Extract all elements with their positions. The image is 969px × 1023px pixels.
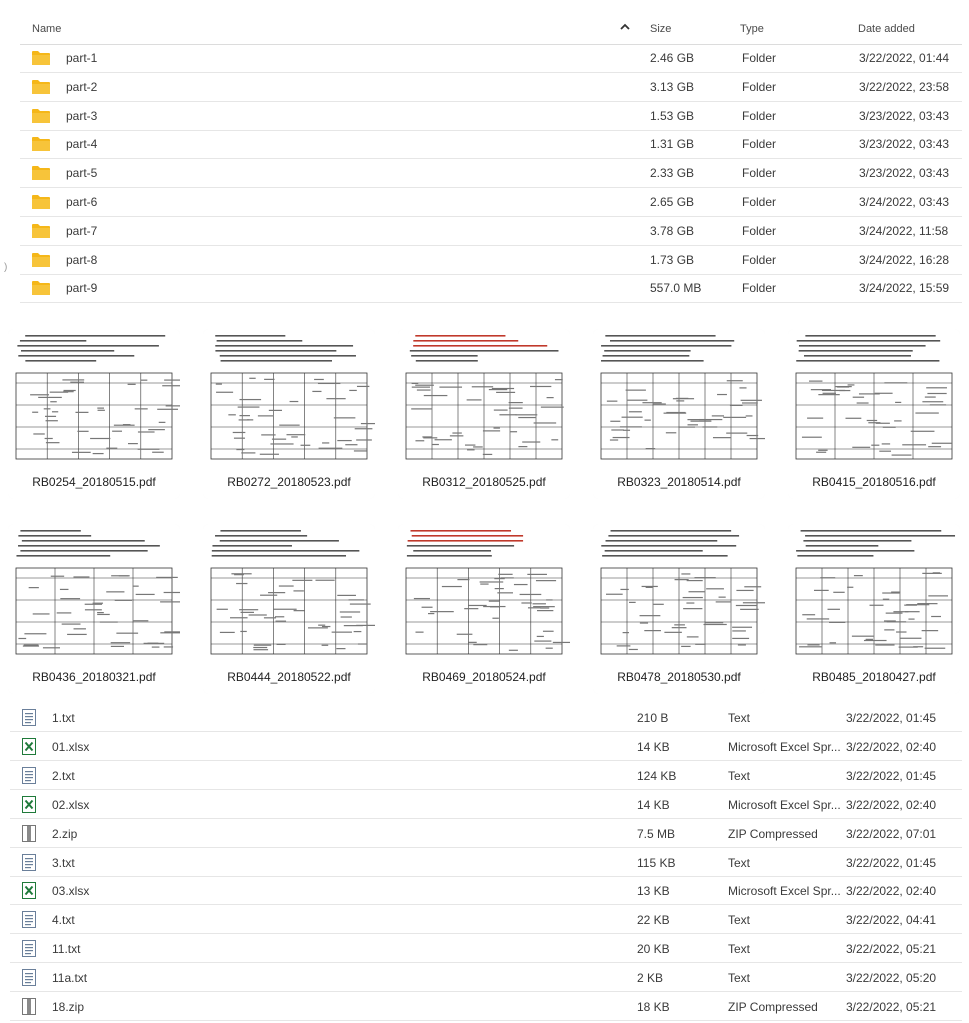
folder-icon: [31, 223, 51, 239]
file-date: 3/22/2022, 02:40: [846, 797, 937, 812]
file-size: 2 KB: [637, 971, 664, 986]
folder-name: part-1: [66, 51, 98, 65]
folder-type: Folder: [742, 281, 777, 296]
file-size: 14 KB: [637, 739, 670, 754]
folder-size: 3.13 GB: [650, 79, 695, 94]
file-type: Text: [728, 942, 751, 957]
pdf-filename: RB0478_20180530.pdf: [599, 666, 759, 688]
folder-name: part-3: [66, 108, 98, 123]
folder-row[interactable]: [20, 159, 962, 188]
folder-size: 557.0 MB: [650, 281, 702, 296]
folder-type: Folder: [742, 166, 777, 181]
file-date: 3/22/2022, 05:21: [846, 1000, 937, 1014]
folder-size: 1.73 GB: [650, 252, 695, 267]
file-size: 20 KB: [637, 942, 670, 957]
file-date: 3/22/2022, 02:40: [846, 884, 937, 899]
folder-name: part-6: [66, 195, 98, 209]
file-name: 11.txt: [52, 942, 81, 957]
text-file-icon: [22, 709, 36, 726]
text-file-icon: [22, 940, 36, 957]
file-size: 13 KB: [637, 884, 670, 899]
file-name: 18.zip: [52, 1000, 85, 1014]
folder-icon: [31, 280, 51, 296]
chevron-up-icon[interactable]: [618, 20, 632, 34]
file-date: 3/22/2022, 05:20: [846, 971, 937, 986]
file-date: 3/22/2022, 04:41: [846, 913, 937, 928]
folder-date: 3/24/2022, 15:59: [859, 281, 950, 296]
folder-type: Folder: [742, 223, 777, 238]
pdf-filename: RB0254_20180515.pdf: [14, 471, 174, 493]
pdf-filename: RB0436_20180321.pdf: [14, 666, 174, 688]
file-name: 02.xlsx: [52, 797, 90, 812]
file-date: 3/22/2022, 02:40: [846, 739, 937, 754]
folder-size: 2.33 GB: [650, 166, 695, 181]
file-date: 3/22/2022, 05:21: [846, 942, 937, 957]
folder-row[interactable]: [20, 188, 962, 217]
pdf-thumbnail[interactable]: [788, 329, 960, 499]
file-type: Text: [728, 913, 751, 928]
folder-row[interactable]: [20, 130, 962, 159]
file-size: 124 KB: [637, 768, 677, 783]
folder-date: 3/24/2022, 11:58: [859, 223, 949, 238]
folder-icon: [31, 165, 51, 181]
folder-date: 3/22/2022, 01:44: [859, 51, 950, 65]
file-type: Text: [728, 711, 751, 725]
file-row[interactable]: [10, 790, 962, 819]
file-size: 210 B: [637, 711, 669, 725]
pdf-filename: RB0272_20180523.pdf: [209, 471, 369, 493]
file-name: 01.xlsx: [52, 739, 90, 754]
file-type: Text: [728, 971, 751, 986]
folder-type: Folder: [742, 252, 777, 267]
excel-file-icon: [22, 738, 36, 755]
scroll-edge-mark: ): [4, 262, 8, 273]
file-type: Text: [728, 855, 751, 870]
folder-row[interactable]: [20, 246, 962, 275]
pdf-thumbnail[interactable]: [398, 524, 570, 694]
file-type: ZIP Compressed: [728, 826, 818, 841]
pdf-thumbnail[interactable]: [8, 524, 180, 694]
file-type: Text: [728, 768, 751, 783]
folder-size: 1.31 GB: [650, 137, 695, 152]
file-name: 11a.txt: [52, 971, 88, 986]
file-name: 4.txt: [52, 913, 75, 928]
file-date: 3/22/2022, 07:01: [846, 826, 937, 841]
excel-file-icon: [22, 796, 36, 813]
file-size: 115 KB: [637, 855, 676, 870]
column-header-type[interactable]: Type: [740, 23, 764, 35]
folder-type: Folder: [742, 79, 777, 94]
folder-icon: [31, 108, 51, 124]
file-row[interactable]: [10, 703, 962, 732]
folder-type: Folder: [742, 51, 777, 65]
file-row[interactable]: [10, 963, 962, 992]
folder-type: Folder: [742, 137, 777, 152]
folder-date: 3/23/2022, 03:43: [859, 108, 950, 123]
pdf-thumbnail[interactable]: [593, 524, 765, 694]
pdf-filename: RB0323_20180514.pdf: [599, 471, 759, 493]
pdf-thumbnail[interactable]: [593, 329, 765, 499]
file-row[interactable]: [10, 905, 962, 934]
file-name: 03.xlsx: [52, 884, 90, 899]
pdf-filename: RB0312_20180525.pdf: [404, 471, 564, 493]
pdf-thumbnail[interactable]: [788, 524, 960, 694]
folder-name: part-4: [66, 137, 98, 152]
folder-date: 3/22/2022, 23:58: [859, 79, 950, 94]
file-date: 3/22/2022, 01:45: [846, 711, 937, 725]
pdf-thumbnail[interactable]: [203, 329, 375, 499]
folder-icon: [31, 79, 51, 95]
pdf-thumbnail[interactable]: [203, 524, 375, 694]
folder-size: 2.46 GB: [650, 51, 695, 65]
folder-date: 3/24/2022, 16:28: [859, 252, 950, 267]
file-row[interactable]: [10, 848, 962, 877]
pdf-thumbnail[interactable]: [8, 329, 180, 499]
folder-icon: [31, 136, 51, 152]
file-size: 14 KB: [637, 797, 670, 812]
zip-file-icon: [22, 825, 36, 842]
folder-icon: [31, 252, 51, 268]
folder-name: part-9: [66, 281, 98, 296]
pdf-filename: RB0469_20180524.pdf: [404, 666, 564, 688]
column-header-name[interactable]: Name: [32, 23, 62, 35]
file-name: 2.zip: [52, 826, 78, 841]
file-size: 18 KB: [637, 1000, 670, 1014]
folder-size: 2.65 GB: [650, 195, 695, 209]
folder-name: part-2: [66, 79, 98, 94]
text-file-icon: [22, 969, 36, 986]
file-date: 3/22/2022, 01:45: [846, 768, 937, 783]
folder-date: 3/24/2022, 03:43: [859, 195, 950, 209]
zip-file-icon: [22, 998, 36, 1015]
table-header: [20, 14, 962, 45]
excel-file-icon: [22, 882, 36, 899]
folder-row[interactable]: [20, 102, 962, 131]
folder-date: 3/23/2022, 03:43: [859, 166, 950, 181]
pdf-filename: RB0415_20180516.pdf: [794, 471, 954, 493]
folder-name: part-5: [66, 166, 98, 181]
file-type: Microsoft Excel Spr...: [728, 797, 841, 812]
pdf-thumbnail[interactable]: [398, 329, 570, 499]
file-name: 2.txt: [52, 768, 75, 783]
file-type: Microsoft Excel Spr...: [728, 884, 841, 899]
text-file-icon: [22, 911, 36, 928]
folder-icon: [31, 194, 51, 210]
folder-size: 3.78 GB: [650, 223, 695, 238]
column-header-size[interactable]: Size: [650, 23, 672, 35]
pdf-filename: RB0444_20180522.pdf: [209, 666, 369, 688]
folder-date: 3/23/2022, 03:43: [859, 137, 950, 152]
folder-row[interactable]: [20, 274, 962, 303]
file-row[interactable]: [10, 992, 962, 1021]
file-row[interactable]: [10, 934, 962, 963]
file-row[interactable]: [10, 876, 962, 905]
file-row[interactable]: [10, 761, 962, 790]
folder-row[interactable]: [20, 217, 962, 246]
folder-name: part-7: [66, 223, 98, 238]
file-name: 3.txt: [52, 855, 75, 870]
file-row[interactable]: [10, 819, 962, 848]
folder-icon: [31, 50, 51, 66]
folder-row[interactable]: [20, 73, 962, 102]
text-file-icon: [22, 767, 36, 784]
text-file-icon: [22, 854, 36, 871]
file-size: 7.5 MB: [637, 826, 676, 841]
folder-type: Folder: [742, 195, 777, 209]
file-date: 3/22/2022, 01:45: [846, 855, 937, 870]
file-type: ZIP Compressed: [728, 1000, 818, 1014]
folder-type: Folder: [742, 108, 777, 123]
file-name: 1.txt: [52, 711, 75, 725]
folder-row[interactable]: [20, 44, 962, 73]
file-row[interactable]: [10, 732, 962, 761]
file-size: 22 KB: [637, 913, 670, 928]
folder-name: part-8: [66, 252, 98, 267]
pdf-filename: RB0485_20180427.pdf: [794, 666, 954, 688]
column-header-date[interactable]: Date added: [858, 23, 915, 35]
folder-size: 1.53 GB: [650, 108, 695, 123]
file-type: Microsoft Excel Spr...: [728, 739, 841, 754]
